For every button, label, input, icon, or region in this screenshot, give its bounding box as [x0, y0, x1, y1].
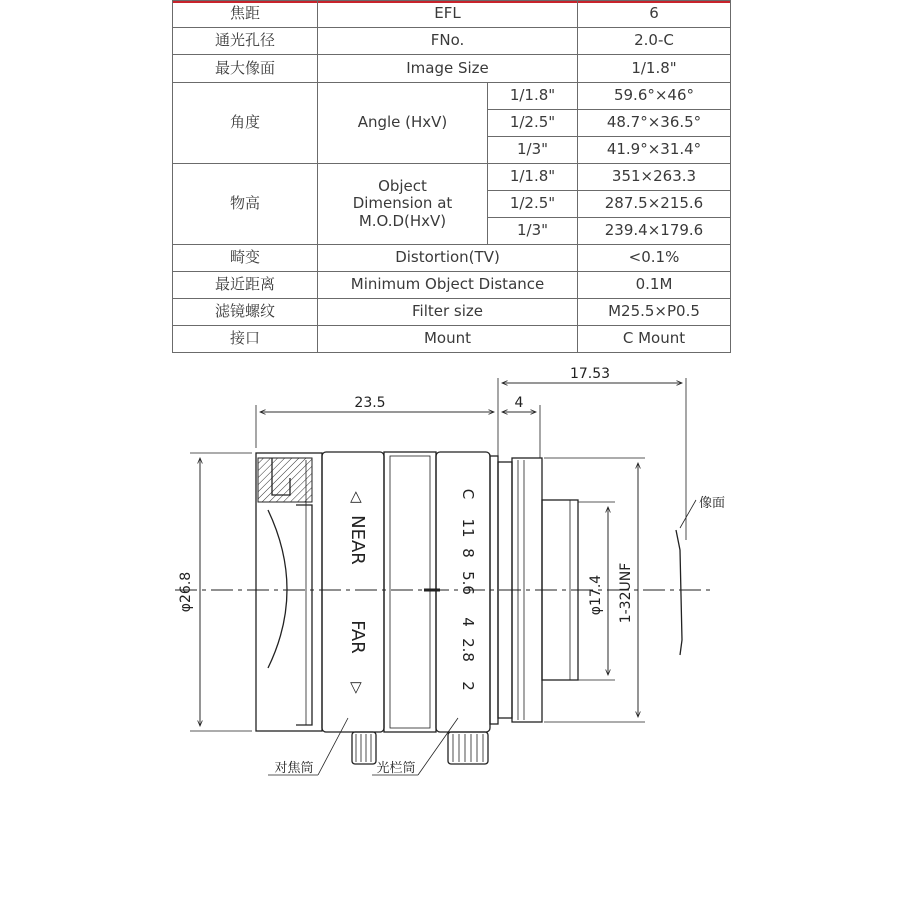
dim-back-focus: [502, 366, 686, 540]
distortion-value: <0.1%: [578, 245, 731, 272]
object-size: 1/2.5": [488, 191, 578, 218]
image-size-en: Image Size: [318, 55, 578, 83]
mount-en: Mount: [318, 326, 578, 353]
front-barrel: [256, 453, 322, 731]
angle-value: 48.7°×36.5°: [578, 110, 731, 137]
filter-value: M25.5×P0.5: [578, 299, 731, 326]
aperture-scale-mark: 2: [459, 681, 477, 691]
angle-en: Angle (HxV): [318, 83, 488, 164]
dim-diameter-text: φ26.8: [178, 571, 194, 613]
ring-far-text: FAR: [347, 620, 368, 654]
iris-ring-label: 光栏筒: [376, 761, 416, 776]
filter-cn: 滤镜螺纹: [173, 299, 318, 326]
image-size-value: 1/1.8": [578, 55, 731, 83]
image-plane-label: 像面: [698, 496, 726, 511]
distortion-en: Distortion(TV): [318, 245, 578, 272]
aperture-scale-mark: 5.6: [459, 571, 477, 595]
focus-ring-label: 对焦筒: [274, 761, 314, 776]
mount-value: C Mount: [578, 326, 731, 353]
mod-cn: 最近距离: [173, 272, 318, 299]
dim-length-text: 23.5: [354, 395, 386, 411]
fno-en: FNo.: [318, 28, 578, 55]
dim-rear-text: φ17.4: [588, 574, 604, 616]
object-size: 1/1.8": [488, 164, 578, 191]
row-mod: [173, 272, 731, 299]
object-en-line3: M.O.D(HxV): [358, 211, 447, 230]
row-fno: [173, 28, 731, 55]
aperture-scale-mark: 4: [459, 617, 477, 627]
svg-text:◁: ◁: [348, 491, 366, 503]
angle-cn: 角度: [173, 83, 318, 164]
efl-value: 6: [578, 1, 731, 28]
row-angle: [173, 83, 731, 110]
angle-size: 1/1.8": [488, 83, 578, 110]
focus-ring-callout: [268, 718, 348, 776]
aperture-scale-mark: C: [459, 488, 477, 500]
angle-value: 41.9°×31.4°: [578, 137, 731, 164]
distortion-cn: 畸变: [173, 245, 318, 272]
fno-cn: 通光孔径: [173, 28, 318, 55]
focus-screw: [352, 732, 376, 764]
object-en: [318, 164, 488, 245]
dim-thread-text: 1-32UNF: [618, 562, 634, 624]
row-filter: [173, 299, 731, 326]
efl-cn: 焦距: [173, 1, 318, 28]
efl-en: EFL: [318, 1, 578, 28]
aperture-scale: [459, 489, 477, 691]
object-en-line1: Object: [378, 177, 427, 196]
angle-size: 1/3": [488, 137, 578, 164]
dim-diameter: [178, 453, 252, 731]
row-image-size: [173, 55, 731, 83]
row-mount: [173, 326, 731, 353]
lens-drawing: [0, 355, 900, 900]
near-far-label: [347, 491, 368, 694]
object-value: 287.5×215.6: [578, 191, 731, 218]
focus-ring: [322, 452, 436, 732]
dim-flange-text: 4: [514, 395, 524, 411]
object-en-line2: Dimension at: [352, 194, 453, 213]
image-plane: [676, 496, 725, 655]
object-size: 1/3": [488, 218, 578, 245]
dim-rear-diameter: [578, 502, 615, 680]
object-cn: 物高: [173, 164, 318, 245]
fno-value: 2.0-C: [578, 28, 731, 55]
mod-value: 0.1M: [578, 272, 731, 299]
image-size-cn: 最大像面: [173, 55, 318, 83]
ring-near-text: NEAR: [347, 515, 368, 565]
aperture-scale-mark: 8: [459, 548, 477, 558]
row-efl: [173, 1, 731, 28]
mod-en: Minimum Object Distance: [318, 272, 578, 299]
filter-en: Filter size: [318, 299, 578, 326]
iris-ring-callout: [372, 718, 458, 776]
object-value: 239.4×179.6: [578, 218, 731, 245]
aperture-scale-mark: 11: [459, 518, 477, 538]
angle-size: 1/2.5": [488, 110, 578, 137]
row-object: [173, 164, 731, 191]
row-distortion: [173, 245, 731, 272]
aperture-scale-mark: 2.8: [459, 638, 477, 662]
dim-length: [256, 378, 498, 456]
object-value: 351×263.3: [578, 164, 731, 191]
mount-cn: 接口: [173, 326, 318, 353]
dim-back-text: 17.53: [569, 366, 611, 382]
svg-text:▷: ▷: [348, 682, 366, 694]
dim-flange: [502, 395, 540, 458]
spec-table: [172, 0, 731, 353]
angle-value: 59.6°×46°: [578, 83, 731, 110]
iris-screw: [448, 732, 488, 764]
